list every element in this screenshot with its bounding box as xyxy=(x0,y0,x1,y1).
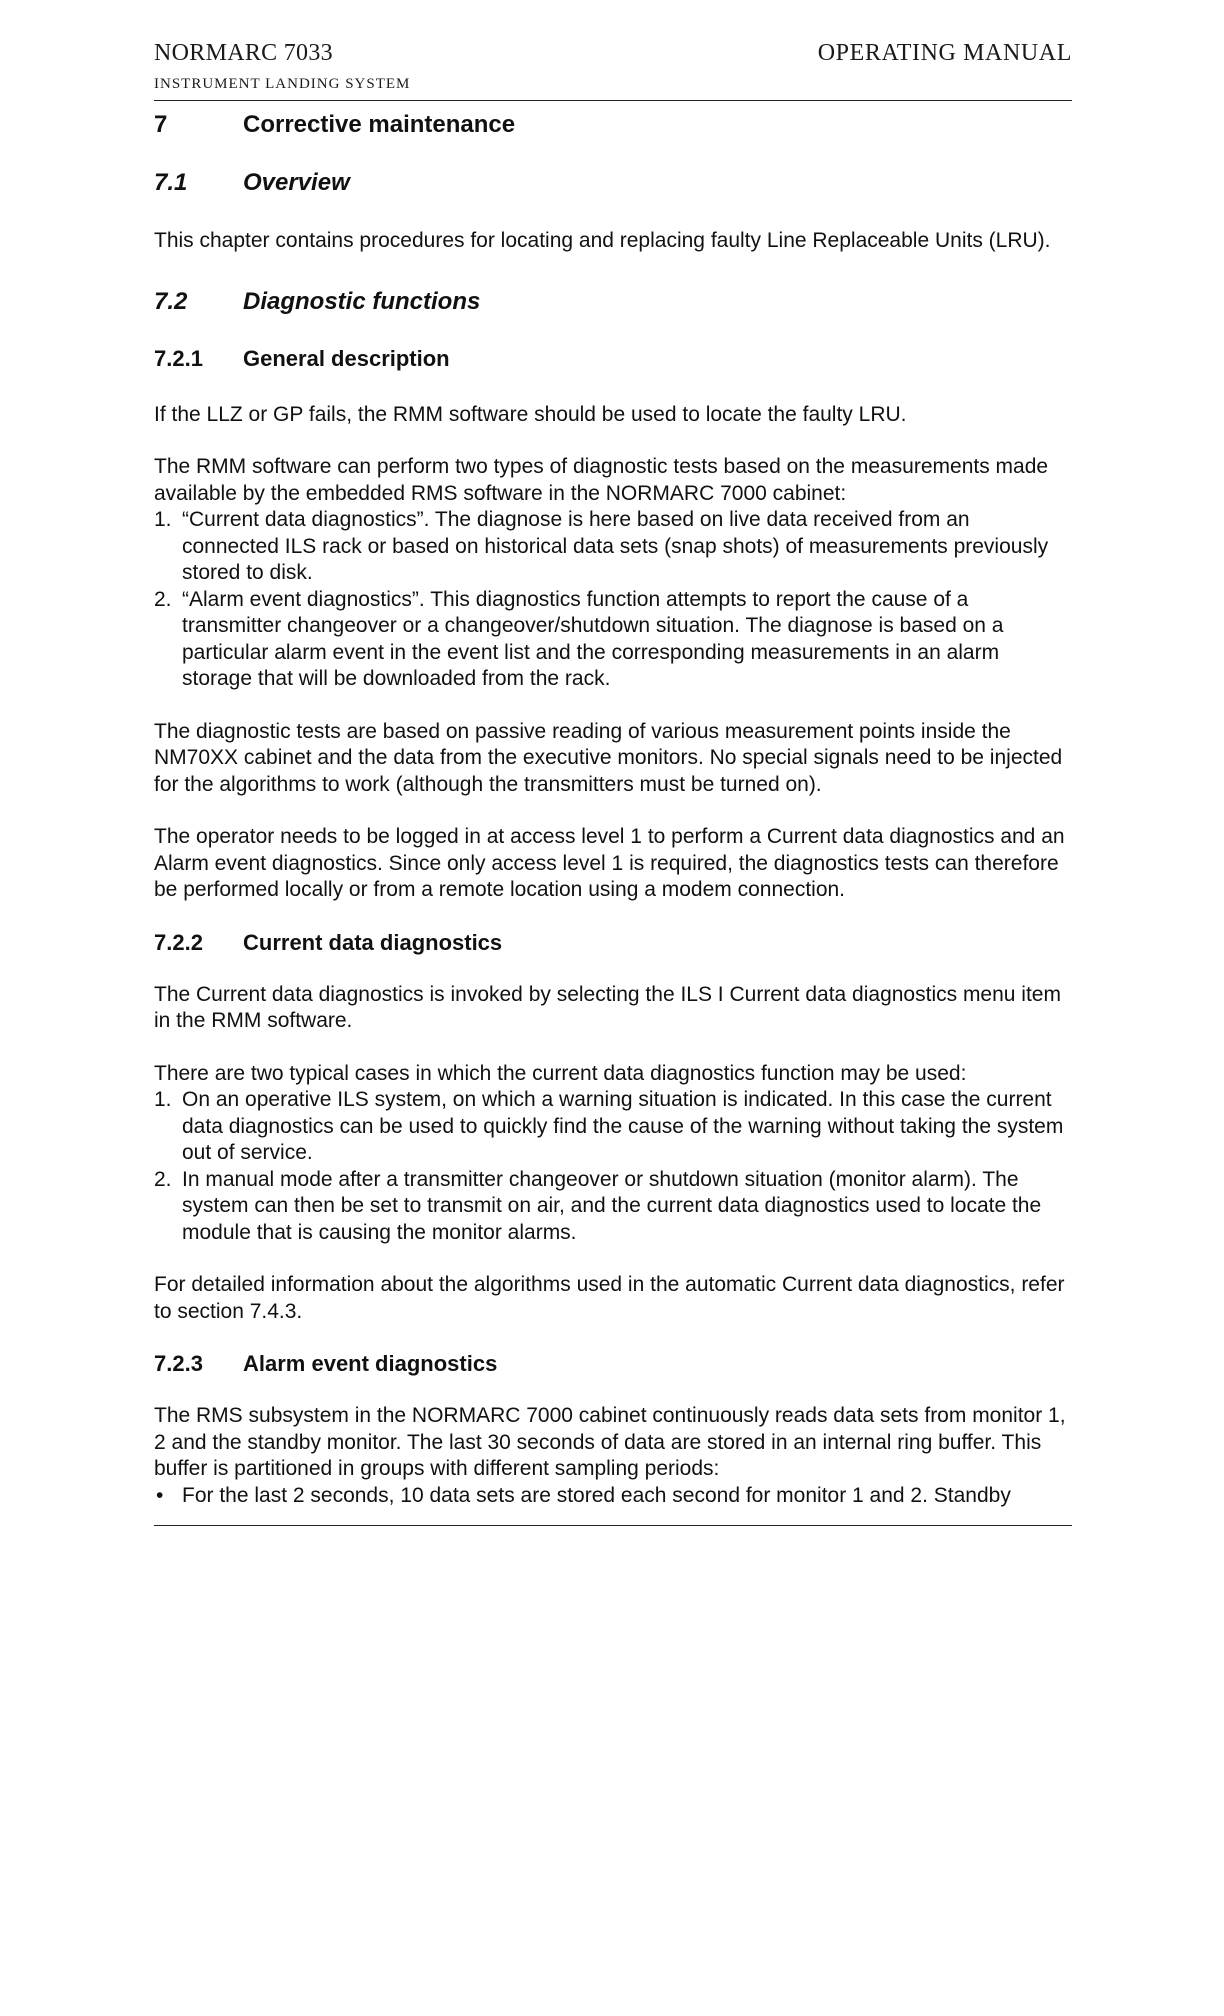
diagnostic-types-list xyxy=(154,507,1072,693)
chapter-number: 7 xyxy=(154,111,168,138)
page-content xyxy=(154,111,1072,1526)
list-item xyxy=(154,1167,1072,1247)
sampling-periods-list xyxy=(154,1483,1072,1510)
current-data-paragraph-1: The Current data diagnostics is invoked by selecting the ILS I Current data diagnostics menu item in the RMM software. xyxy=(154,982,1061,1032)
subsection-title: Alarm event diagnostics xyxy=(243,1351,498,1376)
list-item xyxy=(154,507,1072,587)
list-item-text: “Alarm event diagnostics”. This diagnostics function attempts to report the cause of a transmitter changeover or a changeover/shutdown situation. The diagnose is based on a particular alarm event in the event list and the corresponding measurements in an alarm storage that will be downloaded from the rack. xyxy=(182,587,1004,690)
chapter-heading xyxy=(154,111,1072,139)
general-description-paragraph-3: The diagnostic tests are based on passive reading of various measurement points inside the NM70XX cabinet and the data from the executive monitors. No special signals need to be injected for the algorithms to work (although the transmitters must be turned on). xyxy=(154,719,1063,796)
header-product-title: NORMARC 7033 xyxy=(154,40,333,66)
general-description-paragraph-4: The operator needs to be logged in at access level 1 to perform a Current data diagnostics and an Alarm event diagnostics. Since only access level 1 is required, the diagnostics tests can therefore be performed locally or from a remote location using a modem connection. xyxy=(154,825,1065,901)
list-item xyxy=(154,587,1072,693)
list-item-text: For the last 2 seconds, 10 data sets are stored each second for monitor 1 and 2. Standby xyxy=(182,1483,1011,1507)
list-item-number: 1. xyxy=(154,1088,172,1111)
general-description-paragraph-2: The RMM software can perform two types of diagnostic tests based on the measurements made available by the embedded RMS software in the NORMARC 7000 cabinet: xyxy=(154,455,1049,505)
alarm-event-paragraph-1: The RMS subsystem in the NORMARC 7000 cabinet continuously reads data sets from monitor 1, 2 and the standby monitor. The last 30 seconds of data are stored in an internal ring buffer. This buffer is partitioned in groups with different sampling periods: xyxy=(154,1404,1066,1480)
section-heading-7-2 xyxy=(154,288,1072,316)
subsection-title: Current data diagnostics xyxy=(243,929,503,955)
subsection-title: General description xyxy=(243,345,450,371)
running-header xyxy=(154,38,1072,100)
subsection-number: 7.2.1 xyxy=(154,345,203,371)
section-title: Overview xyxy=(243,169,350,196)
use-cases-list xyxy=(154,1087,1072,1246)
header-product-subtitle: INSTRUMENT LANDING SYSTEM xyxy=(154,76,411,92)
list-item-number: 1. xyxy=(154,508,172,531)
list-item-number: 2. xyxy=(154,1167,172,1191)
section-number: 7.2 xyxy=(154,287,188,315)
footer-divider xyxy=(154,1525,1072,1526)
list-item-text: On an operative ILS system, on which a warning situation is indicated. In this case the current data diagnostics can be used to quickly find the cause of the warning without taking the system out of service. xyxy=(182,1088,1064,1164)
current-data-paragraph-2: There are two typical cases in which the current data diagnostics function may be used: xyxy=(154,1061,967,1085)
list-item-number: 2. xyxy=(154,587,172,611)
chapter-title: Corrective maintenance xyxy=(243,111,516,138)
subsection-heading-7-2-3 xyxy=(154,1351,1072,1377)
subsection-number: 7.2.2 xyxy=(154,929,203,955)
manual-page xyxy=(154,38,1072,1526)
section-number: 7.1 xyxy=(154,169,188,196)
header-manual-title: OPERATING MANUAL xyxy=(817,40,1072,66)
list-item-text: In manual mode after a transmitter changeover or shutdown situation (monitor alarm). The system can then be set to transmit on air, and the current data diagnostics used to locate the module that is causing the monitor alarms. xyxy=(182,1167,1042,1244)
subsection-heading-7-2-2 xyxy=(154,930,1072,956)
list-item xyxy=(154,1087,1072,1167)
section-heading-7-1 xyxy=(154,169,1072,197)
list-item-text: “Current data diagnostics”. The diagnose is here based on live data received from an connected ILS rack or based on historical data sets (snap shots) of measurements previously stored to disk. xyxy=(182,508,1049,584)
bullet-marker: • xyxy=(156,1483,164,1507)
subsection-number: 7.2.3 xyxy=(154,1351,203,1376)
current-data-paragraph-3: For detailed information about the algorithms used in the automatic Current data diagnostics, refer to section 7.4.3. xyxy=(154,1273,1065,1323)
subsection-heading-7-2-1 xyxy=(154,346,1072,372)
overview-paragraph: This chapter contains procedures for locating and replacing faulty Line Replaceable Units (LRU). xyxy=(154,229,1051,252)
general-description-paragraph-1: If the LLZ or GP fails, the RMM software should be used to locate the faulty LRU. xyxy=(154,402,907,426)
list-item xyxy=(154,1483,1072,1510)
header-divider xyxy=(154,100,1072,101)
section-title: Diagnostic functions xyxy=(243,287,481,315)
